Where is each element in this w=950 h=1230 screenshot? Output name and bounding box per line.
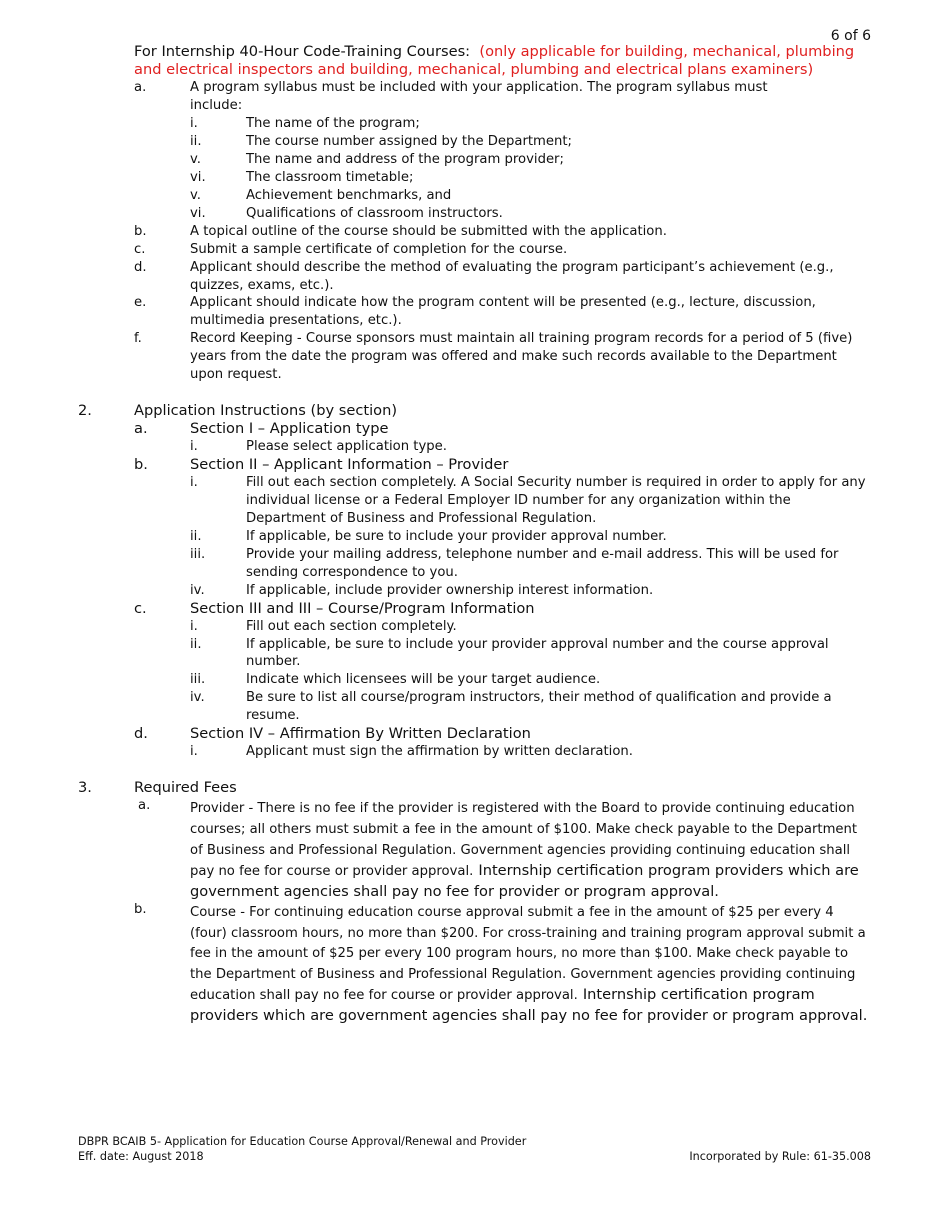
syllabus-item [0,151,950,169]
footer-left [78,1135,526,1164]
list-item-text: Please select application type. [246,438,447,454]
internship-note: (only applicable for building, mechanical, plumbing and electrical inspectors and building, mechanical, plumbing and electrical plans examiners) [134,43,855,78]
list-item-text: The name of the program; [246,115,420,131]
fee-course-internship-text: Internship certification program providers which are government agencies shall pay no fee for provider or program approval. [190,986,868,1025]
subsection-heading [0,600,950,618]
fee-item-course [0,901,950,1025]
list-marker: vi. [190,205,206,221]
list-marker: iv. [190,582,205,598]
list-marker: a. [134,79,147,95]
list-item-text: A program syllabus must be included with your application. The program syllabus must include: [190,79,768,113]
list-item-text: Submit a sample certificate of completion for the course. [190,241,568,257]
list-marker: ii. [190,636,202,652]
list-item-text: The name and address of the program provider; [246,151,564,167]
list-item [0,474,950,528]
list-marker: d. [134,259,147,275]
list-marker: ii. [190,528,202,544]
subsection-heading [0,456,950,474]
section-heading [0,402,950,420]
list-item-text: The classroom timetable; [246,169,414,185]
list-item [0,636,950,672]
list-marker: iv. [190,690,205,706]
syllabus-item [0,187,950,205]
list-item [0,582,950,600]
syllabus-item [0,133,950,151]
list-item-text: A topical outline of the course should be submitted with the application. [190,223,667,239]
list-marker: a. [134,419,148,437]
list-marker: v. [190,151,201,167]
list-marker: c. [134,599,147,617]
list-marker: b. [134,223,147,239]
syllabus-item [0,115,950,133]
list-marker: v. [190,187,201,203]
subsection-title: Section IV – Affirmation By Written Declaration [190,725,531,743]
section-title: Application Instructions (by section) [134,401,398,419]
fee-item-text [190,901,870,1025]
list-item-text: Qualifications of classroom instructors. [246,205,503,221]
list-item [0,743,950,761]
syllabus-item [0,205,950,223]
list-item [0,330,950,384]
list-item [0,79,950,115]
page-number: 6 of 6 [830,28,871,44]
list-item [0,259,950,295]
list-item-text: Fill out each section completely. [246,618,457,634]
section-number: 2. [78,401,92,419]
document-body [0,43,950,1025]
list-marker: c. [134,241,146,257]
list-item-text: Indicate which licensees will be your target audience. [246,672,601,688]
section-title: Required Fees [134,779,237,797]
subsection-title: Section III and III – Course/Program Information [190,599,535,617]
fee-item-provider [0,797,950,901]
footer-form-title: DBPR BCAIB 5- Application for Education Course Approval/Renewal and Provider [78,1135,527,1148]
fee-course-text: Course - For continuing education course approval submit a fee in the amount of $25 per every 4 (four) classroom hours, no more than $200. For cross-training and training program approval submit a fee in the amount of $25 per every 100 program hours, no more than $100. Make check payable to the Department of Business and Professional Regulation. Government agencies providing continuing education shall pay no fee for course or provider approval. [190,904,866,1004]
list-marker: i. [190,474,198,490]
list-marker: f. [134,331,142,347]
fee-provider-text: Provider - There is no fee if the provider is registered with the Board to provide continuing education courses; all others must submit a fee in the amount of $100. Make check payable to the Department of Business and Professional Regulation. Government agencies providing continuing education shall pay no fee for course or provider approval. [190,801,858,879]
internship-header [0,43,950,79]
list-marker: i. [190,618,198,634]
list-item-text: Applicant should indicate how the program content will be presented (e.g., lecture, discussion, multimedia presentations, etc.). [190,295,816,329]
list-item-text: Applicant should describe the method of evaluating the program participant’s achievement (e.g., quizzes, exams, etc.). [190,259,834,293]
list-marker: d. [134,725,148,743]
footer-eff-date: Eff. date: August 2018 [78,1149,204,1163]
list-item [0,546,950,582]
list-marker: b. [134,901,147,917]
subsection-heading [0,725,950,743]
list-marker: i. [190,438,198,454]
fee-item-text [190,797,870,901]
list-item-text: If applicable, be sure to include your provider approval number and the course approval number. [246,636,829,670]
list-marker: i. [190,115,198,131]
list-item [0,528,950,546]
list-marker: iii. [190,672,206,688]
subsection-title: Section II – Applicant Information – Provider [190,455,509,473]
list-marker: vi. [190,169,206,185]
subsection-heading [0,420,950,438]
syllabus-item [0,169,950,187]
list-item-text: If applicable, be sure to include your provider approval number. [246,528,667,544]
list-item [0,223,950,241]
list-item-text: If applicable, include provider ownership interest information. [246,582,654,598]
list-item-text: Provide your mailing address, telephone number and e-mail address. This will be used for sending correspondence to you. [246,546,839,580]
list-marker: b. [134,455,148,473]
subsection-title: Section I – Application type [190,419,389,437]
list-marker: a. [138,798,151,814]
list-item [0,671,950,689]
section-number: 3. [78,779,92,797]
list-item-text: Be sure to list all course/program instructors, their method of qualification and provide a resume. [246,690,832,724]
list-item [0,438,950,456]
list-item-text: Fill out each section completely. A Social Security number is required in order to apply for any individual license or a Federal Employer ID number for any organization within the Department of Business and Professional Regulation. [246,474,866,526]
list-item-text: Applicant must sign the affirmation by written declaration. [246,744,633,760]
list-marker: i. [190,744,198,760]
list-item [0,618,950,636]
list-marker: e. [134,295,147,311]
internship-heading: For Internship 40-Hour Code-Training Courses: [134,43,471,60]
list-item-text: Record Keeping - Course sponsors must maintain all training program records for a period of 5 (five) years from the date the program was offered and make such records available to the Department upon request. [190,331,853,383]
list-item [0,294,950,330]
list-item [0,689,950,725]
section-heading [0,779,950,797]
list-marker: ii. [190,133,202,149]
footer-rule: Incorporated by Rule: 61-35.008 [689,1150,871,1163]
list-item-text: Achievement benchmarks, and [246,187,452,203]
fee-provider-internship-text: Internship certification program providers which are government agencies shall pay no fee for provider or program approval. [190,861,859,900]
list-item-text: The course number assigned by the Department; [246,133,572,149]
list-marker: iii. [190,546,206,562]
list-item [0,241,950,259]
